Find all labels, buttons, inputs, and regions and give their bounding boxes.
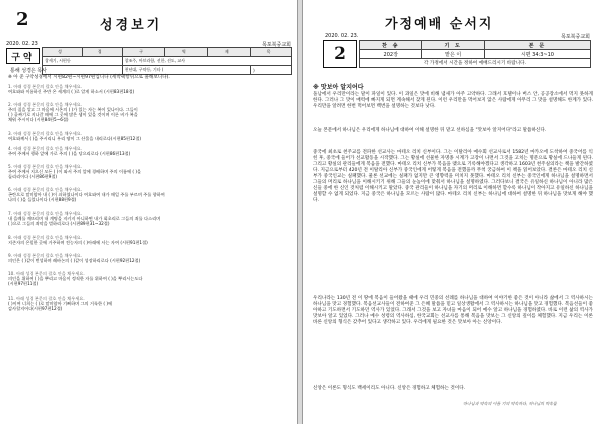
question-item <box>8 84 292 94</box>
question-text: ( )으로 그들의 죄악을 벌하리로다 (시편89편31~32절) <box>8 221 110 226</box>
question-item <box>8 235 292 245</box>
info-table-row <box>43 57 292 66</box>
question-item <box>8 146 292 156</box>
info-cell-names2: 천년대, 구약등, 기타 ( <box>122 66 251 75</box>
question-item <box>8 164 292 179</box>
order-header-row <box>360 41 591 50</box>
sermon-heading: ※ 맛보아 알지어다 <box>313 84 364 91</box>
question-text: 지존자의 은밀한 곳에 거주하며 전능자의 ( )아래에 사는 자여 (시편91편1절) <box>8 240 148 245</box>
question-text: 여호와와 이름하신 주만 온 세계의 ( )로 알게 하소서 (시편83편18절) <box>8 89 135 94</box>
question-text: 의인은 ( )같이 번성하며 레바논의 ( )같이 성장하리로다 (시편92편12절) <box>8 258 141 263</box>
question-item <box>8 253 292 263</box>
info-cell-names: 창조주, 아브라함, 선한, 선도, 교사 <box>122 57 291 66</box>
question-item <box>8 131 292 141</box>
order-notice-row <box>360 59 591 68</box>
question-prompt: 7. 아래 성경 본문의 괄호 안을 채우세요. <box>8 211 82 216</box>
order-scripture-value: 시편 34:3~10 <box>484 50 590 59</box>
worship-church-name: 목포북중교회 <box>561 34 590 40</box>
sermon-paragraph: 돌남에서 우리만이라는 말이 파일이 있다. 이 과일은 맛에 비해 냄새가 아주 고약하다. 그래서 호텔이나 버스 안, 공공장소에서 먹지 못하게 한다. 그러나 그 맛이 매력에 빠지게 되면 계속해서 찾게 된다. 이런 우리만을 먹어보지 않은 사람에게 아무리 그 맛을 설명해도 한계가 있다. 우리만을 알려면 한번 먹어보면 백번을 설명하는 것보다 낫다. <box>313 92 593 109</box>
bible-title: 성경보기 <box>100 18 163 33</box>
question-prompt: 3. 아래 성경 본문의 괄호 안을 채우세요. <box>8 131 82 136</box>
info-cell-books: 창세기, 시편등 <box>43 57 123 66</box>
order-prayer-value: 맡은 이 <box>422 50 484 59</box>
info-header-cell: 역 <box>165 48 208 57</box>
info-header-cell: 구 <box>122 48 165 57</box>
question-text: 곤란으로 말미암아 내 ( )이 쇠하였나이다 여호와여 내가 매일 주를 부르며 주를 향하여 <box>8 192 165 197</box>
handwritten-signature: 하나님과 약속의 이름 기의 약속하다, 하나님의 약속를 <box>463 401 557 406</box>
worship-title: 가정예배 순서지 <box>385 17 494 32</box>
question-item <box>8 211 292 226</box>
order-header-prayer: 기 도 <box>422 41 484 50</box>
info-table-header-row <box>43 48 292 57</box>
question-prompt: 11. 아래 성경 본문의 괄호 안을 채우세요. <box>8 296 85 301</box>
worship-issue-number: 2 <box>323 40 357 68</box>
info-cell-close: ) <box>251 66 292 75</box>
question-prompt: 5. 아래 성경 본문의 괄호 안을 채우세요. <box>8 164 82 169</box>
testament-label: 구약 <box>6 48 40 64</box>
question-text: (시편97편11절) <box>8 281 39 286</box>
order-header-hymn: 찬 송 <box>360 41 422 50</box>
question-text: 주여 주께서 지으신 모든 ( )이 와서 주의 앞에 경배하며 주의 이름에 ( )을 <box>8 169 142 174</box>
question-text: ( ) 골짜기로 지나갈 때에 그 곳에 많은 샘이 있을 것이며 이른 비가 복을 <box>8 112 138 117</box>
order-value-row <box>360 50 591 59</box>
question-prompt: 2. 아래 성경 본문의 괄호 안을 채우세요. <box>8 102 82 107</box>
question-item <box>8 296 292 311</box>
worship-order-page <box>302 0 600 424</box>
question-prompt: 10. 아래 성경 본문의 괄호 안을 채우세요. <box>8 271 85 276</box>
question-text: 감사할지어다(시편97편12절) <box>8 306 63 311</box>
sermon-paragraph: 우리나라는 130년 전 이 땅에 복음이 들어왔을 때에 우리 민중의 선례를 하나님을 대하여 이야기한 좋은 것이 아니라 삶에서 그 역사하시는 하나님을 맛고 경험했다. 복음선교사들이 전하여준 그 은혜 말씀을 믿고 일상생활에서 그 역사하시는 하나님을 맛고 경험했다. 복음선들이 좋아하고 기도하면서 기도하던 역사가 있었다. 그래서 그것을 보고 자녀들 마음이 되어 예수 알고 하나님을 경험하였다. 바로 이런 삶의 역사가 맛보아 알고 있었다. 그러나 예수 성령의 역사하심, 한국교회는 선교사를 통해 복음을 맛보는 그 신앙의 깊이를 체험했다. 지금 우리는 이론 바른 신앙의 형식은 갖추어 있다고 생각하고 있다. 우리에게 필요한 것은 맛보아 아는 신앙이다. <box>313 296 593 325</box>
order-hymn-value: 202장 <box>360 50 422 59</box>
question-text: 주여 주께서 행하 앞에 가로 주의 ( )을 당으리로다 (시편86편13절) <box>8 151 131 156</box>
question-prompt: 6. 아래 성경 본문의 괄호 안을 채우세요. <box>8 187 82 192</box>
question-prompt: 1. 아래 성경 본문의 괄호 안을 채우세요. <box>8 84 82 89</box>
sermon-closing: 신앙은 이론도 형식도 백세이리도 아니다. 신앙은 경험하고 체험하는 것이다. <box>313 386 466 391</box>
question-text: 내 을례를 깨뜨리며 내 계명을 지키지 아니하면 내가 회초리로 그들의 죄를 다스리며 <box>8 216 161 221</box>
question-text: 주의 집을 알고 그 마음에 시온의 ( )가 있는 자는 복이 있나이다. 그들이 <box>8 107 138 112</box>
info-header-cell: 경 <box>82 48 122 57</box>
bible-date: 2020. 02. 23 <box>6 41 38 47</box>
question-prompt: 8. 아래 성경 본문의 괄호 안을 채우세요. <box>8 235 82 240</box>
question-prompt: 9. 아래 성경 본문의 괄호 안을 채우세요. <box>8 253 82 258</box>
question-item <box>8 102 292 122</box>
bible-quiz-page <box>0 0 298 424</box>
bible-subtitle: 통해 성경은 목사 <box>10 68 47 74</box>
question-text: ( )이여 너희는 ( )로 말미암아 기뻐하며 그의 거룩한 ( )에 <box>8 301 113 306</box>
question-text: 채워 주시이다 (시편84편5~6절) <box>8 117 69 122</box>
worship-date: 2020. 02. 23. <box>325 33 359 39</box>
question-text: 나의 ( )을 들었나이다 (시편88편9절) <box>8 197 77 202</box>
question-text: 돌리리이다 (시편86편9절) <box>8 174 57 179</box>
info-header-cell: 성 <box>43 48 83 57</box>
sermon-paragraph: 오늘 본문에서 하나님은 우리에게 하나님에 대하여 이해 설명한 뒤 맡고 선하심을 "맛보아 알지어다"라고 말씀하신다. <box>313 128 547 133</box>
info-header-cell: 제 <box>208 48 251 57</box>
order-header-scripture: 본 문 <box>484 41 590 50</box>
worship-order-table <box>359 40 591 68</box>
question-text: 여호와께서 ( )을 주시리니 우리 땅이 그 산물을 내리로다(시편85편12절) <box>8 136 142 141</box>
bible-church-name: 목포북중교회 <box>262 42 291 48</box>
worship-notice: 각 가정에서 시간을 정하여 예배드리시기 바랍니다. <box>360 59 591 68</box>
bible-instruction: ※ 아 준 구약성경에서 시편82편~시편97편입니다 (세박팩항뒤으로 풀해보니다). <box>8 75 170 80</box>
question-text: 의인을 위하여 ( )을 뿌리고 마음이 정직한 자를 위하여 ( )을 뿌리시는도다 <box>8 276 143 281</box>
bible-info-table <box>42 47 292 75</box>
question-item <box>8 271 292 286</box>
question-prompt: 4. 아래 성경 본문의 괄호 안을 채우세요. <box>8 146 82 151</box>
sermon-paragraph: 중국에 최초로 천주교를 전파한 선교사는 마테오 리치 신부이다. 그는 이탈리아 예수회 선교사로서 1582년 마카오에 도착하여 중국어를 익힌 후, 중국에 들어가 선교활동을 시작했다. 그는 황실에 선물한 자명종 시계가 고장이 나면서 그것을 고치는 명분으로 황실에 드나들게 된다. 그리고 황실의 관리들에게 복음을 전했다. 마테오 리치 신부가 복음을 맺으로 기록해야겠다고 생각하고 1603년 천주실의라는 책을 발간하였다. 지금으로부터 420년 전 이탈리아 신부가 중국인에게 어떻게 복음을 전했을까 무척 궁금하여 이 책을 읽어보았다. 결론은 마테오 리치 신부가 중국인교는 실패했다. 물론 선교에는 실패가 없지만 큰 영향력을 미치지 못했다. 마테오 리치 신부는 중국인에게 하나님을 설명하면서 그들의 머리로 하나님을 이해시키기 위해 그들의 눈높이에 맞춰서 하나님을 설명하였다. 그러다보니 결국은 유일하신 하나님이 아니라 많은 신들 중에 한 신인 것처럼 이해시키고 말았다. 중국 관리들이 하나님을 자기의 머리로 이해하면 할수록 하나님이 작아지고 유일하신 하나님을 설명할 수 없게 되었다. 지금 중국은 하나님을 모르는 사람이 많다. 마테오 리치 신부는 하나님에 대하여 설명한 뒤 하나님을 맛보게 해야 했다. <box>313 150 593 203</box>
question-item <box>8 187 292 202</box>
bible-issue-number: 2 <box>16 9 29 30</box>
info-header-cell: 목 <box>251 48 292 57</box>
